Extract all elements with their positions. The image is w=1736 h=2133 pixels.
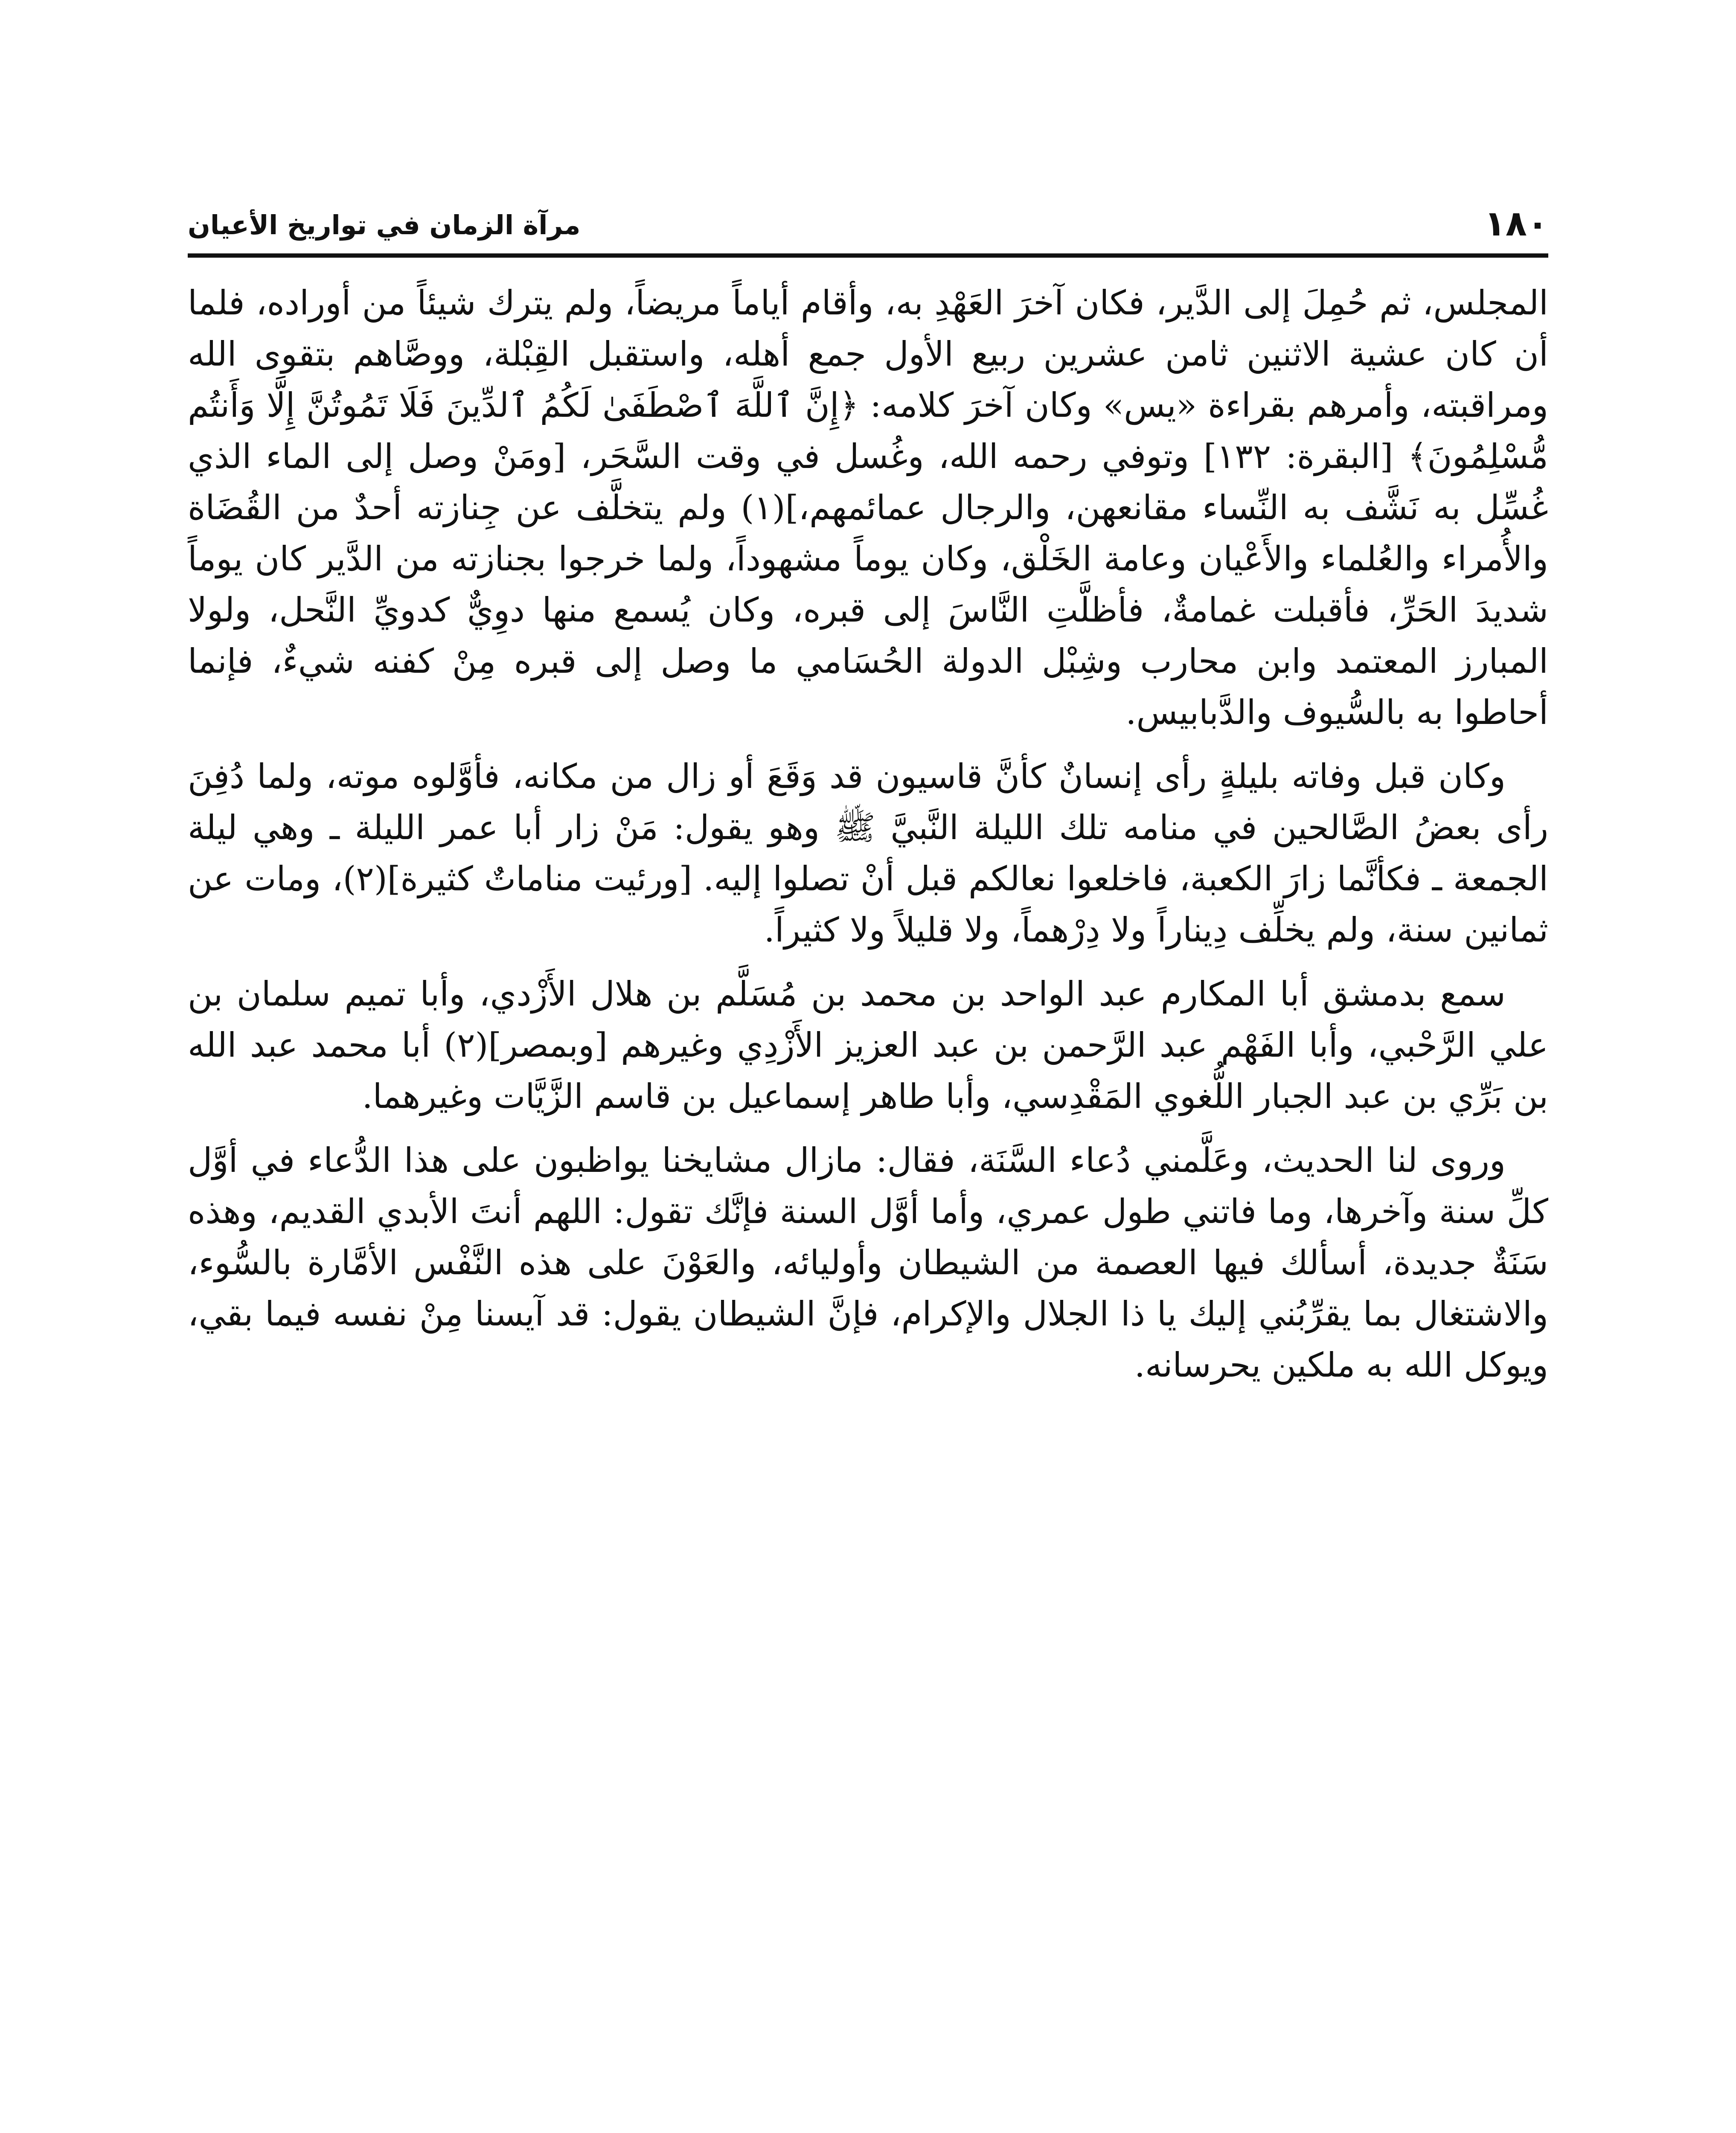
header-rule (188, 253, 1548, 258)
paragraph-3: سمع بدمشق أبا المكارم عبد الواحد بن محمد بن مُسَلَّم بن هلال الأَزْدي، وأبا تميم سلمان بن علي الرَّحْبي، وأبا الفَهْم عبد الرَّحمن بن عبد العزيز الأَزْدِي وغيرهم [وبمصر](٢) أبا محمد عبد الله بن بَرِّي بن عبد الجبار اللُّغوي المَقْدِسي، وأبا طاهر إسماعيل بن قاسم الزَّيَّات وغيرهما. (188, 974, 1548, 1116)
paragraph-2: وكان قبل وفاته بليلةٍ رأى إنسانٌ كأنَّ قاسيون قد وَقَعَ أو زال من مكانه، فأوَّلوه موته، ولما دُفِنَ رأى بعضُ الصَّالحين في منامه تلك الليلة النَّبيَّ ﷺ وهو يقول: مَنْ زار أبا عمر الليلة ـ وهي ليلة الجمعة ـ فكأنَّما زارَ الكعبة، فاخلعوا نعالكم قبل أنْ تصلوا إليه. [ورئيت مناماتٌ كثيرة](٢)، ومات عن ثمانين سنة، ولم يخلِّف دِيناراً ولا دِرْهماً، ولا قليلاً ولا كثيراً. (188, 757, 1548, 950)
page-number: ١٨٠ (1484, 203, 1548, 244)
book-title: مرآة الزمان في تواريخ الأعيان (188, 209, 581, 241)
paragraph-4: وروى لنا الحديث، وعَلَّمني دُعاء السَّنَة، فقال: مازال مشايخنا يواظبون على هذا الدُّعاء في أوَّل كلِّ سنة وآخرها، وما فاتني طول عمري، وأما أوَّل السنة فإنَّك تقول: اللهم أنتَ الأبدي القديم، وهذه سَنَةٌ جديدة، أسألك فيها العصمة من الشيطان وأوليائه، والعَوْنَ على هذه النَّفْس الأمَّارة بالسُّوء، والاشتغال بما يقرِّبُني إليك يا ذا الجلال والإكرام، فإنَّ الشيطان يقول: قد آيسنا مِنْ نفسه فيما بقي، ويوكل الله به ملكين يحرسانه. (188, 1141, 1548, 1385)
page-header (188, 201, 1548, 258)
main-text (188, 277, 1548, 1404)
paragraph-1: المجلس، ثم حُمِلَ إلى الدَّير، فكان آخرَ العَهْدِ به، وأقام أياماً مريضاً، ولم يترك شيئاً من أوراده، فلما أن كان عشية الاثنين ثامن عشرين ربيع الأول جمع أهله، واستقبل القِبْلة، ووصَّاهم بتقوى الله ومراقبته، وأمرهم بقراءة «يس» وكان آخرَ كلامه: ﴿إِنَّ ٱللَّهَ ٱصْطَفَىٰ لَكُمُ ٱلدِّينَ فَلَا تَمُوتُنَّ إِلَّا وَأَنتُم مُّسْلِمُونَ﴾ [البقرة: ١٣٢] وتوفي رحمه الله، وغُسل في وقت السَّحَر، [ومَنْ وصل إلى الماء الذي غُسِّل به نَشَّف به النِّساء مقانعهن، والرجال عمائمهم،](١) ولم يتخلَّف عن جِنازته أحدٌ من القُضَاة والأُمراء والعُلماء والأَعْيان وعامة الخَلْق، وكان يوماً مشهوداً، ولما خرجوا بجنازته من الدَّير كان يوماً شديدَ الحَرِّ، فأقبلت غمامةٌ، فأظلَّتِ النَّاسَ إلى قبره، وكان يُسمع منها دوِيٌّ كدويِّ النَّحل، ولولا المبارز المعتمد وابن محارب وشِبْل الدولة الحُسَامي ما وصل إلى قبره مِنْ كفنه شيءٌ، فإنما أحاطوا به بالسُّيوف والدَّبابيس. (188, 283, 1548, 732)
